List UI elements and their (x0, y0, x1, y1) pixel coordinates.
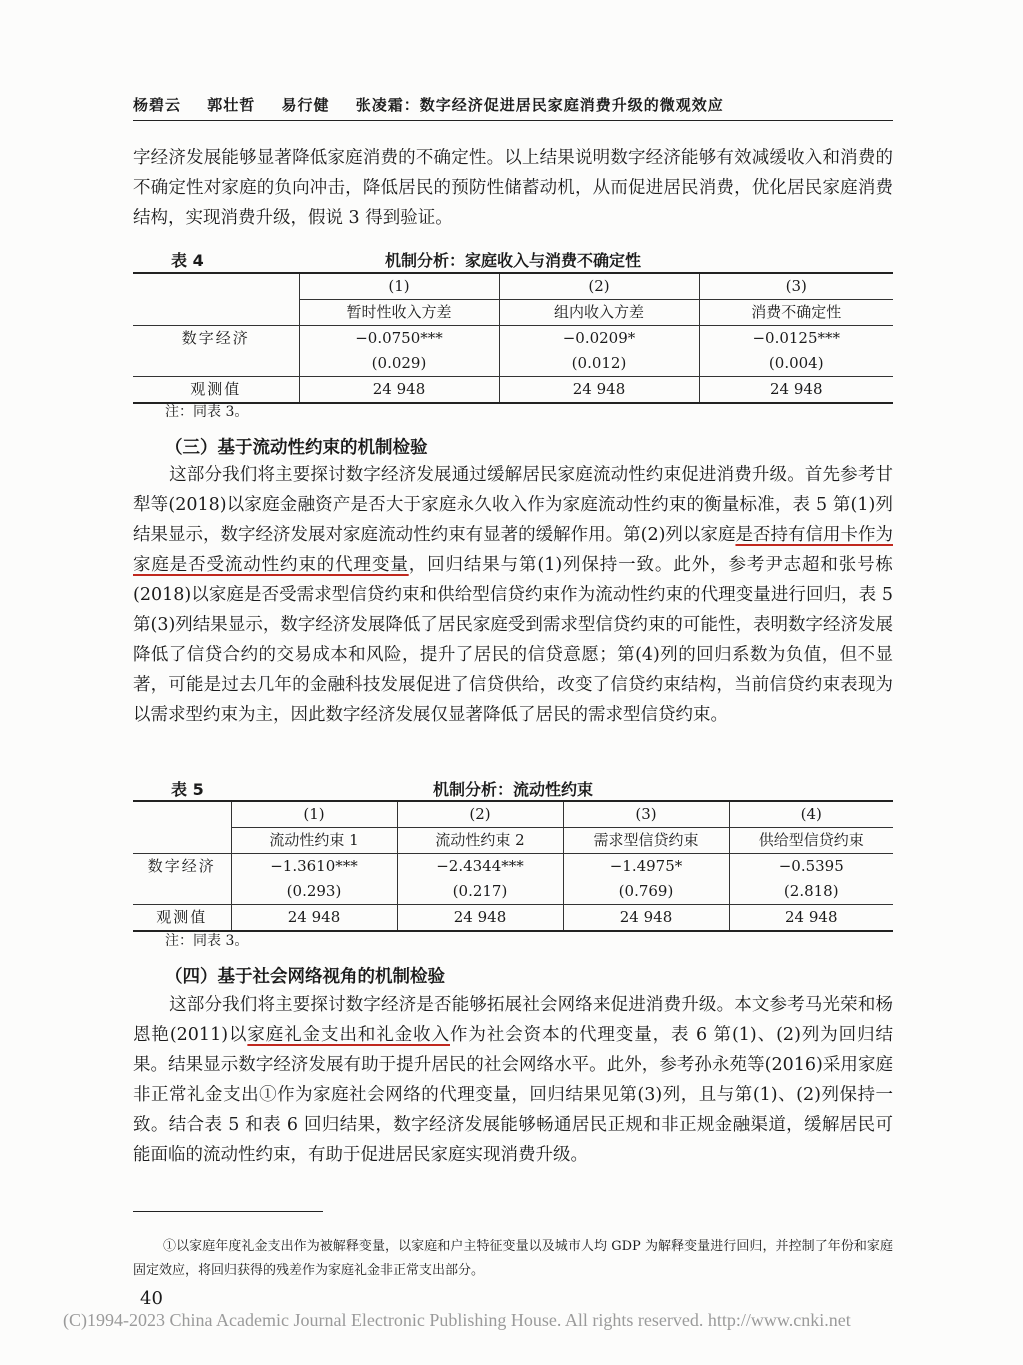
author: 易行健 (281, 96, 330, 114)
table-cell-obs: 24 948 (729, 905, 893, 932)
table-col-number: (1) (231, 801, 397, 828)
table-col-header: 流动性约束 2 (397, 828, 563, 854)
table4 (133, 272, 893, 404)
table-cell-obs: 24 948 (699, 377, 893, 404)
table-cell-se: (0.012) (499, 351, 699, 377)
table-cell-coef: −0.5395 (729, 854, 893, 880)
copyright-watermark: (C)1994-2023 China Academic Journal Electronic Publishing House. All rights reserved. http://www.cnki.net (63, 1310, 851, 1330)
table-cell-se: (0.004) (699, 351, 893, 377)
section-heading-3: （三）基于流动性约束的机制检验 (165, 438, 428, 458)
author: 郭壮哲 (207, 96, 256, 114)
author: 张凌霜 (355, 96, 404, 114)
paragraph-3: 这部分我们将主要探讨数字经济是否能够拓展社会网络来促进消费升级。本文参考马光荣和杨恩艳(2011)以家庭礼金支出和礼金收入作为社会资本的代理变量，表 6 第(1)、(2)列为回归结果。结果显示数字经济发展有助于提升居民的社会网络水平。此外，参考孙永苑等(2016)采用家庭非正常礼金支出①作为家庭社会网络的代理变量，回归结果见第(3)列，且与第(1)、(2)列保持一致。结合表 5 和表 6 回归结果，数字经济发展能够畅通居民正规和非正规金融渠道，缓解居民可能面临的流动性约束，有助于促进居民家庭实现消费升级。 (133, 995, 893, 1165)
footnote-rule (133, 1211, 323, 1212)
table5-label: 表 5 (171, 780, 204, 799)
table-col-header: 流动性约束 1 (231, 828, 397, 854)
table-col-header: 需求型信贷约束 (563, 828, 729, 854)
table4-label: 表 4 (171, 251, 204, 270)
table-cell-obs: 24 948 (499, 377, 699, 404)
table-col-number: (2) (397, 801, 563, 828)
underlined-text: 是否持有信用卡作为家庭是否受流动性约束的代理变量 (133, 525, 893, 575)
table-row-label: 观测值 (133, 377, 299, 404)
paragraph-1: 字经济发展能够显著降低家庭消费的不确定性。以上结果说明数字经济能够有效减缓收入和消费的不确定性对家庭的负向冲击，降低居民的预防性储蓄动机，从而促进居民消费，优化居民家庭消费结构，实现消费升级，假说 3 得到验证。 (133, 148, 893, 228)
table-col-header: 供给型信贷约束 (729, 828, 893, 854)
table4-caption (133, 248, 893, 270)
table-col-number: (3) (563, 801, 729, 828)
table-cell-coef: −1.4975* (563, 854, 729, 880)
table-cell-coef: −1.3610*** (231, 854, 397, 880)
table-row-label: 数字经济 (133, 854, 231, 880)
table-cell-obs: 24 948 (231, 905, 397, 932)
table-cell-obs: 24 948 (563, 905, 729, 932)
table5-caption (133, 777, 893, 799)
table5 (133, 800, 893, 932)
article-title: 数字经济促进居民家庭消费升级的微观效应 (419, 96, 724, 114)
table-row-label: 数字经济 (133, 326, 299, 352)
underlined-text: 家庭礼金支出和礼金收入 (247, 1025, 450, 1045)
table-cell-se: (2.818) (729, 879, 893, 905)
paragraph-2: 这部分我们将主要探讨数字经济发展通过缓解居民家庭流动性约束促进消费升级。首先参考甘犁等(2018)以家庭金融资产是否大于家庭永久收入作为家庭流动性约束的衡量标准，表 5 第(1)列结果显示，数字经济发展对家庭流动性约束有显著的缓解作用。第(2)列以家庭是否持有信用卡作为家庭是否受流动性约束的代理变量，回归结果与第(1)列保持一致。此外，参考尹志超和张号栋(2018)以家庭是否受需求型信贷约束和供给型信贷约束作为流动性约束的代理变量进行回归，表 5 第(3)列结果显示，数字经济发展降低了居民家庭受到需求型信贷约束的可能性，表明数字经济发展降低了信贷合约的交易成本和风险，提升了居民的信贷意愿；第(4)列的回归系数为负值，但不显著，可能是过去几年的金融科技发展促进了信贷供给，改变了信贷约束结构，当前信贷约束表现为以需求型约束为主，因此数字经济发展仅显著降低了居民的需求型信贷约束。 (133, 465, 893, 725)
table-col-number: (3) (699, 273, 893, 300)
table-col-number: (4) (729, 801, 893, 828)
table-cell-se: (0.769) (563, 879, 729, 905)
table5-title: 机制分析：流动性约束 (432, 780, 593, 799)
table4-note: 注：同表 3。 (165, 404, 249, 420)
table-cell-se: (0.293) (231, 879, 397, 905)
table-col-header: 消费不确定性 (699, 300, 893, 326)
header-rule (133, 120, 893, 121)
table-cell-obs: 24 948 (397, 905, 563, 932)
footnote: ①以家庭年度礼金支出作为被解释变量，以家庭和户主特征变量以及城市人均 GDP 为解释变量进行回归，并控制了年份和家庭固定效应，将回归获得的残差作为家庭礼金非正常支出部分。 (133, 1239, 893, 1278)
table-cell-coef: −0.0750*** (299, 326, 499, 352)
running-header: 杨碧云 郭壮哲 易行健 张凌霜：数字经济促进居民家庭消费升级的微观效应 (133, 96, 724, 114)
table-cell-coef: −2.4344*** (397, 854, 563, 880)
table-col-header: 组内收入方差 (499, 300, 699, 326)
section-heading-4: （四）基于社会网络视角的机制检验 (165, 967, 445, 987)
table-cell-se: (0.217) (397, 879, 563, 905)
table4-title: 机制分析：家庭收入与消费不确定性 (384, 251, 641, 270)
table-row-label: 观测值 (133, 905, 231, 932)
author: 杨碧云 (133, 96, 182, 114)
table-cell-coef: −0.0209* (499, 326, 699, 352)
table-cell-obs: 24 948 (299, 377, 499, 404)
table-col-number: (1) (299, 273, 499, 300)
page-number: 40 (140, 1288, 163, 1309)
table-col-number: (2) (499, 273, 699, 300)
table-col-header: 暂时性收入方差 (299, 300, 499, 326)
table5-note: 注：同表 3。 (165, 933, 249, 949)
table-cell-se: (0.029) (299, 351, 499, 377)
table-cell-coef: −0.0125*** (699, 326, 893, 352)
